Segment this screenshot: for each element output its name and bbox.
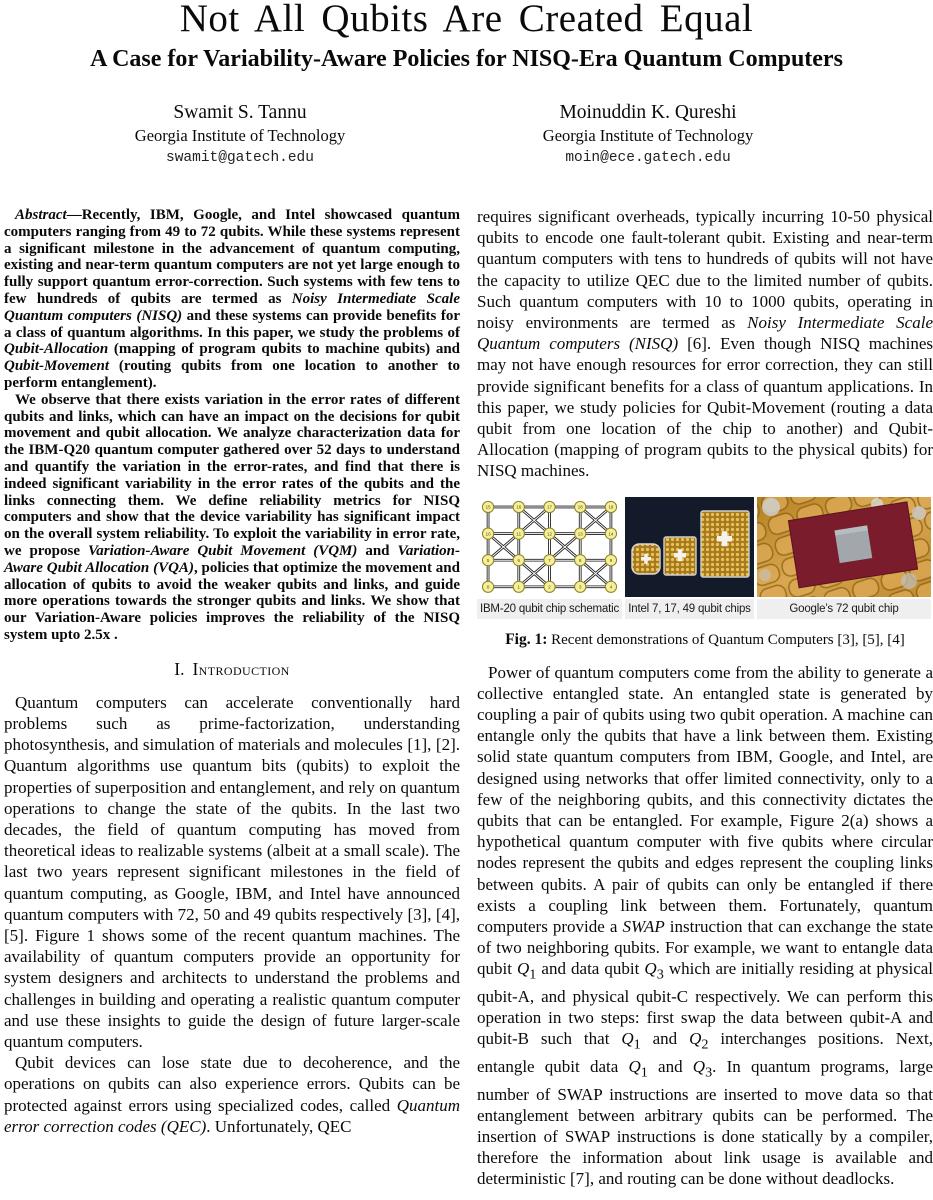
svg-text:18: 18 xyxy=(577,504,583,510)
svg-text:8: 8 xyxy=(578,557,582,563)
svg-text:17: 17 xyxy=(547,504,552,510)
figure1-panel-ibm xyxy=(477,497,622,619)
figure1-panel-google-caption: Google’s 72 qubit chip xyxy=(757,599,931,619)
paper-subtitle: A Case for Variability-Aware Policies for NISQ-Era Quantum Computers xyxy=(90,46,843,72)
intro-paragraph-2: Qubit devices can lose state due to decoherence, and the operations on qubits can also experience errors. Qubits can be protected against errors using specialized codes, called Quantum error correction codes (QEC). Unfortunately, QEC xyxy=(4,1053,460,1136)
author-1-affiliation: Georgia Institute of Technology xyxy=(134,126,346,145)
intro-paragraph-1: Quantum computers can accelerate conventionally hard problems such as prime-factorization, understanding photosynthesis, and simulation of materials and molecules [1], [2]. Quantum algorithms use quantum bits (qubits) to exploit the properties of superposition and entanglement, and rely on quantum operations to change the state of the qubits. In the last two decades, the field of quantum computing has moved from theoretical ideas to realizable systems (albeit at a small scale). The last two years represent significant milestones in the field of quantum computing, as Google, IBM, and Intel have announced quantum computers with 72, 50 and 49 qubits respectively [3], [4], [5]. Figure 1 shows some of the recent quantum machines. The availability of quantum computers provide an opportunity for system designers and architects to understand the problems and challenges in building and operating a realistic quantum computer and use these insights to guide the design of future larger-scale quantum computers. xyxy=(4,692,460,1051)
svg-text:2: 2 xyxy=(548,584,551,590)
paper-title: Not All Qubits Are Created Equal xyxy=(179,0,754,40)
google-chip-illustration xyxy=(757,497,931,597)
figure1-caption: Fig. 1: Recent demonstrations of Quantum Computers [3], [5], [4] xyxy=(505,630,905,648)
intro-paragraph-3: Power of quantum computers come from the ability to generate a collective entangled state. An entangled state is generated by coupling a pair of qubits using two qubit operation. A machine can entangle only the qubits that have a link between them. Existing solid state quantum computers from IBM, Google, and Intel, are designed using networks that offer limited connectivity, only to a few of the neighboring qubits, and this connectivity dictates the qubits that can be entangled. For example, Figure 2(a) shows a hypothetical quantum computer with five qubits where circular nodes represent the qubits and edges represent the coupling links between qubits. A pair of qubits can only be entangled if there exists a coupling link between them. Fortunately, quantum computers provide a SWAP instruction that can exchange the state of two neighboring qubits. For example, we want to entangle data qubit $Q_1$ and data qubit $Q_3$ which are initially residing at physical qubit-A, and physical qubit-C respectively. We can perform this operation in two steps: first swap the data between qubit-A and qubit-B such that $Q_1$ and $Q_2$ interchanges positions. Next, entangle qubit data $Q_1$ and $Q_3$. In quantum programs, large number of SWAP instructions are inserted to move data so that entanglement between arbitrary qubits can be performed. The insertion of SWAP instructions is done statically by a compiler, therefore the information about link usage is available and deterministic [7], and routing can be done without deadlocks. xyxy=(477,662,933,1189)
author-1-email: swamit@gatech.edu xyxy=(166,150,314,166)
svg-text:6: 6 xyxy=(517,557,521,563)
svg-text:19: 19 xyxy=(608,504,614,510)
svg-text:1: 1 xyxy=(517,584,521,590)
author-2-email: moin@ece.gatech.edu xyxy=(565,150,731,166)
svg-text:10: 10 xyxy=(485,530,491,536)
author-1-name: Swamit S. Tannu xyxy=(173,102,307,123)
paper-header xyxy=(0,0,933,170)
author-1 xyxy=(55,101,425,170)
svg-text:5: 5 xyxy=(486,557,490,563)
section-title: Introduction xyxy=(192,658,290,679)
svg-text:7: 7 xyxy=(548,557,551,563)
abstract-paragraph-2: We observe that there exists variation in the error rates of different qubits and links, which can have an impact on the decisions for qubit movement and qubit allocation. We analyze characterization data for the IBM-Q20 quantum computer gathered over 52 days to understand and quantify the variation in the error-rates, and find that there is indeed significant variability in the error rates of the qubits and the links connecting them. We define reliability metrics for NISQ computers and show that the device variability has significant impact on the overall system reliability. To exploit the variability in error rate, we propose Variation-Aware Qubit Movement (VQM) and Variation-Aware Qubit Allocation (VQA), policies that optimize the movement and allocation of qubits to avoid the weaker qubits and links, and guide more operations towards the stronger qubits and links. We show that our Variation-Aware policies improves the reliability of the NISQ system upto 2.5x . xyxy=(4,391,461,643)
svg-text:16: 16 xyxy=(516,504,522,510)
svg-text:3: 3 xyxy=(578,584,582,590)
figure1-panel-intel xyxy=(625,497,754,619)
author-2-name: Moinuddin K. Qureshi xyxy=(559,102,737,123)
left-column xyxy=(4,207,460,1137)
abstract-paragraph-1: Abstract—Recently, IBM, Google, and Intel showcased quantum computers ranging from 49 to 72 qubits. While these systems represent a significant milestone in the advancement of quantum computing, existing and near-term quantum computers are not yet large enough to fully support quantum error-correction. Such systems with few tens to few hundreds of qubits are termed as Noisy Intermediate Scale Quantum computers (NISQ) and these systems can provide benefits for a class of quantum algorithms. In this paper, we study the problems of Qubit-Allocation (mapping of program qubits to machine qubits) and Qubit-Movement (routing qubits from one location to another to perform entanglement). xyxy=(4,207,460,391)
figure1-panels xyxy=(477,497,933,619)
right-column xyxy=(477,206,933,1190)
figure-1 xyxy=(477,497,933,650)
intel-chips-illustration xyxy=(625,497,754,597)
section-heading-introduction xyxy=(4,659,460,680)
svg-text:14: 14 xyxy=(608,530,614,536)
svg-text:15: 15 xyxy=(485,504,491,510)
author-2-affiliation: Georgia Institute of Technology xyxy=(542,126,754,145)
section-number: I. xyxy=(174,658,185,679)
svg-text:4: 4 xyxy=(609,584,613,590)
author-2 xyxy=(463,101,833,170)
svg-text:9: 9 xyxy=(609,557,613,563)
author-block xyxy=(0,101,933,170)
figure1-panel-google xyxy=(757,497,931,619)
svg-text:12: 12 xyxy=(547,530,552,536)
svg-text:11: 11 xyxy=(516,530,522,536)
svg-text:13: 13 xyxy=(577,530,583,536)
ibm-qubit-schematic xyxy=(477,497,622,597)
figure1-panel-ibm-caption: IBM-20 qubit chip schematic xyxy=(477,599,622,619)
svg-text:0: 0 xyxy=(486,584,490,590)
intel-chips-photo xyxy=(625,497,754,597)
figure1-panel-intel-caption: Intel 7, 17, 49 qubit chips xyxy=(625,599,754,619)
ibm-20-qubit-schematic-image xyxy=(477,497,622,597)
intro-paragraph-2-continued: requires significant overheads, typically incurring 10-50 physical qubits to encode one fault-tolerant qubit. Existing and near-term quantum computers with tens to hundreds of qubits will not have the capacity to utilize QEC due to the limited number of qubits. Such quantum computers with 10 to 1000 qubits, operating in noisy environments are termed as Noisy Intermediate Scale Quantum computers (NISQ) [6]. Even though NISQ machines may not have enough resources for error correction, they can still provide significant benefits for a class of quantum applications. In this paper, we study policies for Qubit-Movement (routing a data qubit from one location of the chip to another) and Qubit-Allocation (mapping of program qubits to the physical qubits) for NISQ machines. xyxy=(477,207,933,481)
google-chip-photo xyxy=(757,497,931,597)
